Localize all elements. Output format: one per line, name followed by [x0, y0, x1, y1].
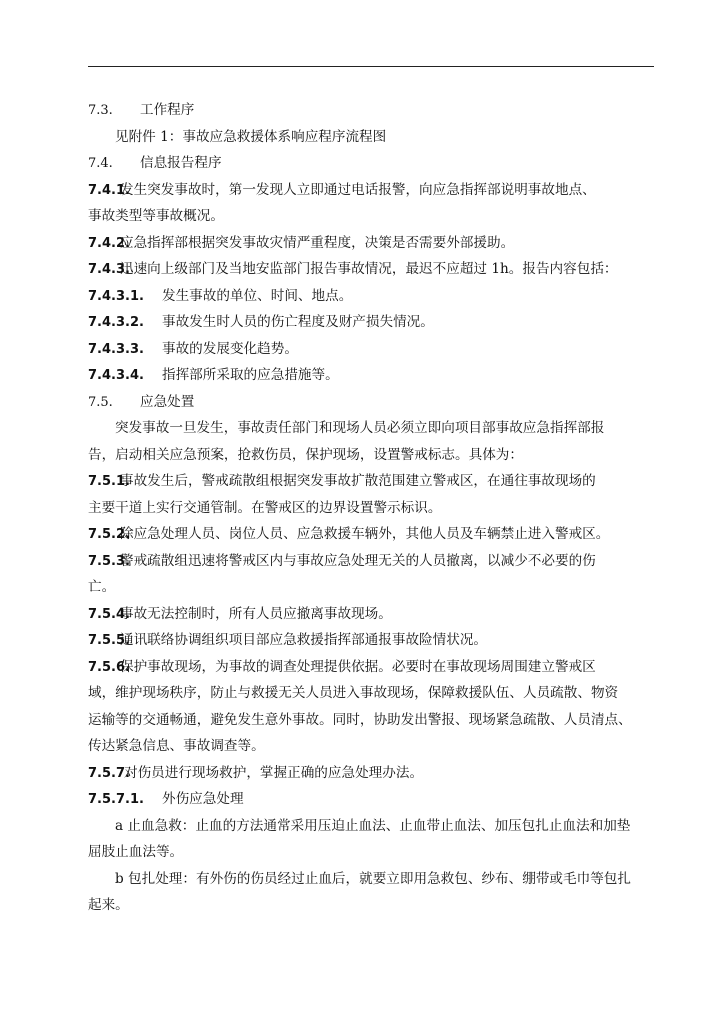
- item-7-5-3: [88, 548, 658, 575]
- item-continuation: [88, 733, 658, 760]
- item-7-5-4: [88, 601, 658, 628]
- paragraph-continuation: [88, 442, 658, 469]
- item-7-5-7: [88, 760, 658, 787]
- heading-7-3: [88, 97, 658, 124]
- item-text: 事故类型等事故概况。: [88, 208, 224, 224]
- item-text: 运输等的交通畅通，避免发生意外事故。同时，协助发出警报、现场紧急疏散、人员清点、: [88, 711, 632, 728]
- item-7-5-1: [88, 468, 658, 495]
- section-number: 7.5.: [88, 394, 113, 410]
- item-7-4-3: [88, 256, 658, 283]
- item-text: 域，维护现场秩序，防止与救援无关人员进入事故现场，保障救援队伍、人员疏散、物资: [88, 685, 619, 701]
- item-number: 7.5.5.: [88, 633, 130, 648]
- paragraph-text: 告，启动相关应急预案，抢救伤员，保护现场，设置警戒标志。具体为：: [88, 446, 523, 463]
- item-number: 7.5.1.: [88, 474, 130, 489]
- paragraph-text: 突发事故一旦发生，事故责任部门和现场人员必须立即向项目部事故应急指挥部报: [115, 420, 605, 436]
- paragraph-text: a 止血急救：止血的方法通常采用压迫止血法、止血带止血法、加压包扎止血法和加垫: [115, 817, 631, 834]
- item-number: 7.4.3.3.: [88, 341, 144, 357]
- item-text: 发生突发事故时，第一发现人立即通过电话报警，向应急指挥部说明事故地点、: [120, 181, 596, 198]
- item-number: 7.4.3.1.: [88, 288, 144, 304]
- item-7-5-6: [88, 654, 658, 681]
- item-text: 事故发生时人员的伤亡程度及财产损失情况。: [162, 314, 434, 330]
- item-number: 7.5.4.: [88, 606, 130, 622]
- item-text: 指挥部所采取的应急措施等。: [162, 367, 339, 383]
- item-7-4-1: [88, 177, 658, 204]
- item-text: 亡。: [88, 579, 116, 595]
- document-body: [88, 97, 658, 919]
- section-title: 信息报告程序: [140, 155, 222, 171]
- paragraph-line: [88, 866, 658, 893]
- header-rule: [88, 66, 654, 67]
- paragraph-line: [88, 813, 658, 840]
- item-number: 7.5.7.1.: [88, 792, 144, 807]
- item-number: 7.5.2.: [88, 527, 130, 542]
- item-text: 事故无法控制时，所有人员应撤离事故现场。: [120, 605, 392, 622]
- paragraph-text: 起来。: [88, 897, 129, 913]
- item-text: 事故发生后，警戒疏散组根据突发事故扩散范围建立警戒区，在通往事故现场的: [120, 473, 596, 489]
- item-continuation: [88, 680, 658, 707]
- paragraph-line: [88, 124, 658, 151]
- item-number: 7.5.6.: [88, 659, 130, 675]
- paragraph-text: b 包扎处理：有外伤的伤员经过止血后，就要立即用急救包、纱布、绷带或毛巾等包扎: [115, 870, 631, 887]
- heading-7-5: [88, 389, 658, 416]
- item-continuation: [88, 495, 658, 522]
- item-7-4-3-1: [88, 283, 658, 310]
- item-text: 应急指挥部根据突发事故灾情严重程度，决策是否需要外部援助。: [120, 234, 515, 251]
- paragraph-line: [88, 415, 658, 442]
- item-continuation: [88, 574, 658, 601]
- item-7-4-3-3: [88, 336, 658, 363]
- item-number: 7.4.3.4.: [88, 368, 144, 383]
- item-7-4-2: [88, 230, 658, 257]
- heading-7-4: [88, 150, 658, 177]
- item-text: 传达紧急信息、事故调查等。: [88, 738, 265, 754]
- item-number: 7.4.1.: [88, 182, 130, 198]
- item-text: 外伤应急处理: [162, 791, 244, 807]
- item-text: 迅速向上级部门及当地安监部门报告事故情况，最迟不应超过 1h。报告内容包括：: [120, 261, 618, 277]
- item-number: 7.4.2.: [88, 235, 130, 251]
- item-7-4-3-4: [88, 362, 658, 389]
- item-7-4-3-2: [88, 309, 658, 336]
- item-text: 事故的发展变化趋势。: [162, 340, 298, 357]
- item-text: 警戒疏散组迅速将警戒区内与事故应急处理无关的人员撤离，以减少不必要的伤: [120, 552, 596, 569]
- section-number: 7.3.: [88, 103, 113, 118]
- item-7-5-7-1: [88, 786, 658, 813]
- section-number: 7.4.: [88, 156, 113, 171]
- item-text: 保护事故现场，为事故的调查处理提供依据。必要时在事故现场周围建立警戒区: [120, 658, 596, 675]
- section-title: 应急处置: [140, 393, 195, 410]
- item-text: 通讯联络协调组织项目部应急救援指挥部通报事故险情状况。: [120, 632, 488, 648]
- paragraph-text: 见附件 1：事故应急救援体系响应程序流程图: [115, 128, 387, 145]
- item-text: 除应急处理人员、岗位人员、应急救援车辆外，其他人员及车辆禁止进入警戒区。: [120, 526, 610, 542]
- item-text: 主要干道上实行交通管制。在警戒区的边界设置警示标识。: [88, 499, 442, 516]
- item-number: 7.4.3.: [88, 262, 130, 277]
- paragraph-text: 屈肢止血法等。: [88, 844, 184, 860]
- item-text: 发生事故的单位、时间、地点。: [162, 287, 353, 304]
- section-title: 工作程序: [140, 102, 195, 118]
- item-text: 对伤员进行现场救护，掌握正确的应急处理办法。: [124, 764, 424, 781]
- item-number: 7.4.3.2.: [88, 315, 144, 330]
- item-7-5-5: [88, 627, 658, 654]
- item-7-5-2: [88, 521, 658, 548]
- item-continuation: [88, 203, 658, 230]
- item-number: 7.5.3.: [88, 553, 130, 569]
- paragraph-continuation: [88, 839, 658, 866]
- item-number: 7.5.7.: [88, 765, 130, 781]
- paragraph-continuation: [88, 892, 658, 919]
- item-continuation: [88, 707, 658, 734]
